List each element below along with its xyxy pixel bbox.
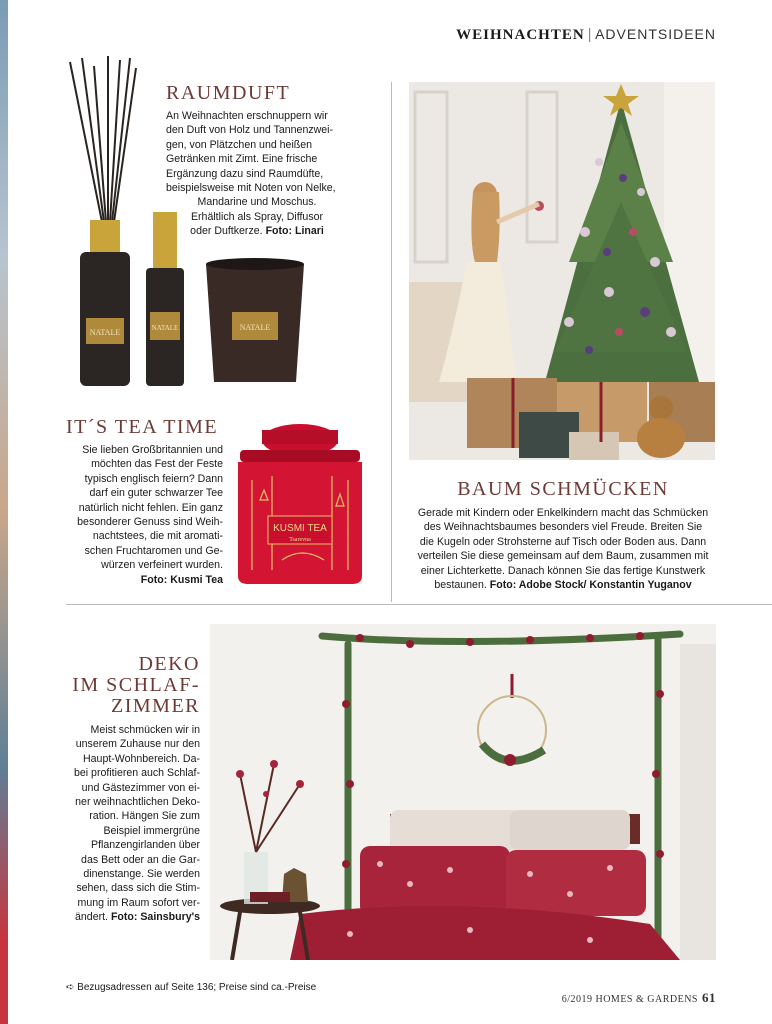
raumduft-line [166, 224, 348, 238]
baum-line [404, 578, 722, 592]
baum-line: verteilen Sie diese gemeinsam auf dem Baum, zusammen mit [417, 550, 709, 563]
tea-variant: Tsarevna [289, 537, 311, 543]
deko-title-line: ZIMMER [111, 695, 200, 717]
deko-article [60, 654, 200, 925]
deko-title [60, 654, 200, 717]
raumduft-body [166, 109, 348, 239]
tea-line: möchten das Fest der Feste [91, 458, 223, 471]
christmas-tree-photo [409, 82, 715, 460]
deko-line: unserem Zuhause nur den [75, 738, 200, 751]
deko-line: ration. Hängen Sie zum [89, 810, 200, 823]
deko-line: Beispiel immergrüne [103, 824, 200, 837]
raumduft-line: gen, von Plätzchen und heißen [166, 138, 313, 151]
baum-last-line: bestaunen. [434, 579, 487, 592]
raumduft-line: Mandarine und Moschus. [197, 196, 317, 209]
baum-line: des Weihnachtsbaumes besonders viel Freude. Breiten Sie [423, 521, 703, 534]
deko-line: Pflanzengirlanden über [91, 839, 200, 852]
column-divider [391, 82, 392, 602]
candle-label: NATALE [239, 323, 271, 332]
baum-line: Gerade mit Kindern oder Enkelkindern macht das Schmücken [417, 507, 709, 519]
tea-credit: Foto: Kusmi Tea [140, 573, 223, 586]
baum-line: die Kugeln oder Strohsterne auf Tisch oder Boden aus. Dann [419, 535, 707, 548]
tea-line: natürlich nicht fehlen. Ein ganz [78, 501, 223, 514]
tea-body [66, 443, 223, 587]
deko-credit: Foto: Sainsbury's [110, 911, 200, 924]
spray-label: NATALE [151, 324, 179, 332]
section-title: WEIHNACHTEN [456, 27, 585, 43]
deko-line: Haupt-Wohnbereich. Da- [83, 752, 200, 765]
deko-line: und Gästezimmer von ei- [81, 781, 200, 794]
deko-line: dinenstange. Sie werden [83, 868, 200, 881]
deko-line: bei profitieren auch Schlaf- [73, 767, 200, 780]
deko-line: das Bett oder an die Gar- [81, 853, 200, 866]
tea-tin-photo [232, 420, 368, 588]
raumduft-line: beispielsweise mit Noten von Nelke, [166, 182, 336, 195]
tea-article [66, 416, 226, 587]
tea-line: würzen verfeinert wurden. [101, 559, 223, 572]
section-divider [66, 604, 772, 605]
raumduft-title: RAUMDUFT [166, 82, 291, 104]
bedroom-photo [210, 624, 716, 960]
tea-line: typisch englisch feiern? Dann [84, 472, 223, 485]
raumduft-line: den Duft von Holz und Tannenzwei- [166, 124, 334, 137]
deko-title-line: DEKO [138, 653, 200, 675]
baum-body [404, 506, 722, 592]
baum-line: einer Lichterkette. Danach können Sie das fertige Kunstwerk [420, 564, 706, 577]
raumduft-article [166, 82, 352, 239]
tea-line: besonderer Genuss sind Weih- [77, 516, 223, 529]
tea-line: schen Fruchtaromen und Ge- [84, 544, 223, 557]
raumduft-line: Ergänzung dazu sind Raumdüfte, [166, 167, 324, 180]
deko-last-line: ändert. [75, 911, 108, 924]
deko-line: Meist schmücken wir in [90, 724, 200, 736]
diffuser-label: NATALE [89, 328, 121, 337]
header-separator: | [587, 26, 593, 43]
footer-note [66, 982, 316, 993]
raumduft-credit: Foto: Linari [265, 225, 324, 238]
issue-label: 6/2019 HOMES & GARDENS [561, 994, 698, 1005]
deko-body [60, 723, 200, 925]
deko-line: ner weihnachtlichen Deko- [75, 796, 200, 809]
baum-title: BAUM SCHMÜCKEN [457, 478, 669, 500]
baum-article [404, 478, 722, 592]
deko-title-line: IM SCHLAF- [72, 674, 200, 696]
tea-title: IT´S TEA TIME [66, 416, 219, 438]
raumduft-last-line: oder Duftkerze. [190, 225, 263, 238]
subsection-title: ADVENTSIDEEN [595, 26, 716, 42]
raumduft-line: An Weihnachten erschnuppern wir [166, 110, 328, 122]
deko-line: sehen, dass sich die Stim- [76, 882, 200, 895]
raumduft-line: Getränken mit Zimt. Eine frische [166, 153, 318, 166]
deko-line [60, 910, 200, 924]
left-edge-strip [0, 0, 8, 1024]
tea-line: Sie lieben Großbritannien und [82, 444, 223, 456]
page-info [562, 990, 716, 1006]
section-header [456, 26, 716, 44]
arrow-icon: ➪ [66, 982, 75, 993]
raumduft-line: Erhältlich als Spray, Diffusor [190, 210, 324, 223]
tea-brand: KUSMI TEA [273, 523, 327, 534]
footer-text: Bezugsadressen auf Seite 136; Preise sind ca.-Preise [77, 982, 317, 993]
baum-credit: Foto: Adobe Stock/ Konstantin Yuganov [489, 579, 692, 592]
deko-line: mung im Raum sofort ver- [77, 896, 200, 909]
page-number: 61 [702, 990, 716, 1005]
tea-line: darf ein guter schwarzer Tee [89, 487, 223, 500]
tea-line: nachtstees, die mit aromati- [92, 530, 223, 543]
